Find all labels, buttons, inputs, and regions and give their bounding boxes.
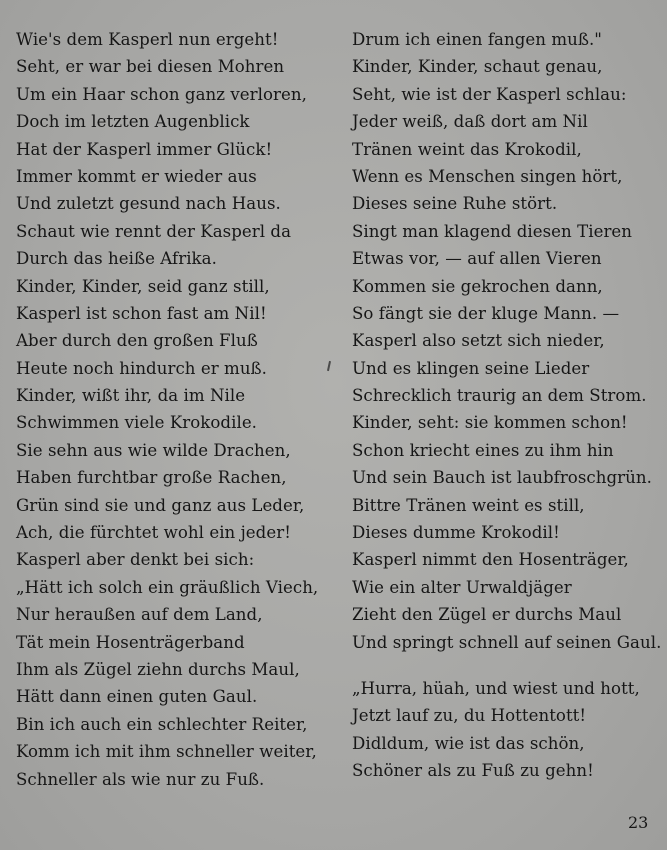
verse-line: Immer kommt er wieder aus: [16, 166, 257, 186]
verse-line: Um ein Haar schon ganz verloren,: [16, 84, 307, 104]
verse-line: Didldum, wie ist das schön,: [352, 733, 585, 753]
right-column: [352, 26, 667, 785]
left-stanza: [16, 26, 336, 793]
verse-line: Schöner als zu Fuß zu gehn!: [352, 761, 594, 781]
verse-line: Kasperl also setzt sich nieder,: [352, 331, 605, 351]
verse-line: Und sein Bauch ist laubfroschgrün.: [352, 468, 652, 488]
verse-line: Kinder, Kinder, schaut genau,: [352, 57, 603, 77]
verse-line: Zieht den Zügel er durchs Maul: [352, 605, 622, 625]
verse-line: Kommen sie gekrochen dann,: [352, 276, 603, 296]
verse-line: Hätt dann einen guten Gaul.: [16, 687, 258, 707]
verse-line: Bittre Tränen weint es still,: [352, 495, 585, 515]
verse-line: Haben furchtbar große Rachen,: [16, 468, 287, 488]
verse-line: Schrecklich traurig an dem Strom.: [352, 386, 647, 406]
verse-line: „Hurra, hüah, und wiest und hott,: [352, 678, 640, 698]
verse-line: Wie ein alter Urwaldjäger: [352, 577, 572, 597]
verse-line: Bin ich auch ein schlechter Reiter,: [16, 714, 308, 734]
verse-line: Jetzt lauf zu, du Hottentott!: [352, 706, 587, 726]
verse-line: „Hätt ich solch ein gräußlich Viech,: [16, 577, 319, 597]
verse-line: Kinder, Kinder, seid ganz still,: [16, 276, 270, 296]
verse-line: Ihm als Zügel ziehn durchs Maul,: [16, 659, 300, 679]
verse-line: Kasperl nimmt den Hosenträger,: [352, 550, 629, 570]
verse-line: Nur heraußen auf dem Land,: [16, 605, 263, 625]
verse-line: Durch das heiße Afrika.: [16, 249, 217, 269]
verse-line: Komm ich mit ihm schneller weiter,: [16, 742, 317, 762]
verse-line: Grün sind sie und ganz aus Leder,: [16, 495, 305, 515]
verse-line: Seht, wie ist der Kasperl schlau:: [352, 84, 627, 104]
verse-line: Heute noch hindurch er muß.: [16, 358, 268, 378]
verse-line: Doch im letzten Augenblick: [16, 112, 250, 132]
left-column: [16, 26, 336, 793]
verse-line: Tät mein Hosenträgerband: [16, 632, 245, 652]
verse-line: Kinder, wißt ihr, da im Nile: [16, 386, 246, 406]
verse-line: Schneller als wie nur zu Fuß.: [16, 769, 265, 789]
verse-line: Wie's dem Kasperl nun ergeht!: [16, 30, 279, 49]
verse-line: Schon kriecht eines zu ihm hin: [352, 440, 614, 460]
verse-line: Dieses seine Ruhe stört.: [352, 194, 558, 214]
verse-line: Und es klingen seine Lieder: [352, 358, 590, 378]
verse-line: Dieses dumme Krokodil!: [352, 523, 560, 543]
verse-line: Etwas vor, — auf allen Vieren: [352, 249, 602, 269]
verse-line: Kasperl aber denkt bei sich:: [16, 550, 255, 570]
verse-line: Schwimmen viele Krokodile.: [16, 413, 258, 433]
verse-line: Singt man klagend diesen Tieren: [352, 221, 633, 241]
verse-line: Seht, er war bei diesen Mohren: [16, 57, 285, 77]
verse-line: Jeder weiß, daß dort am Nil: [352, 112, 588, 132]
verse-line: Kasperl ist schon fast am Nil!: [16, 303, 267, 323]
verse-line: Und zuletzt gesund nach Haus.: [16, 194, 281, 214]
verse-line: So fängt sie der kluge Mann. —: [352, 303, 620, 323]
right-stanza-1: [352, 26, 667, 656]
right-stanza-2: [352, 675, 667, 785]
verse-line: Wenn es Menschen singen hört,: [352, 166, 623, 186]
verse-line: Drum ich einen fangen muß.": [352, 30, 602, 49]
page-number: 23: [628, 813, 649, 832]
verse-line: Hat der Kasperl immer Glück!: [16, 139, 273, 159]
verse-line: Sie sehn aus wie wilde Drachen,: [16, 440, 291, 460]
verse-line: Und springt schnell auf seinen Gaul.: [352, 632, 662, 652]
verse-line: Aber durch den großen Fluß: [16, 331, 258, 351]
verse-line: Kinder, seht: sie kommen schon!: [352, 413, 628, 433]
verse-line: Tränen weint das Krokodil,: [352, 139, 582, 159]
verse-line: Ach, die fürchtet wohl ein jeder!: [16, 523, 291, 543]
verse-line: Schaut wie rennt der Kasperl da: [16, 221, 292, 241]
